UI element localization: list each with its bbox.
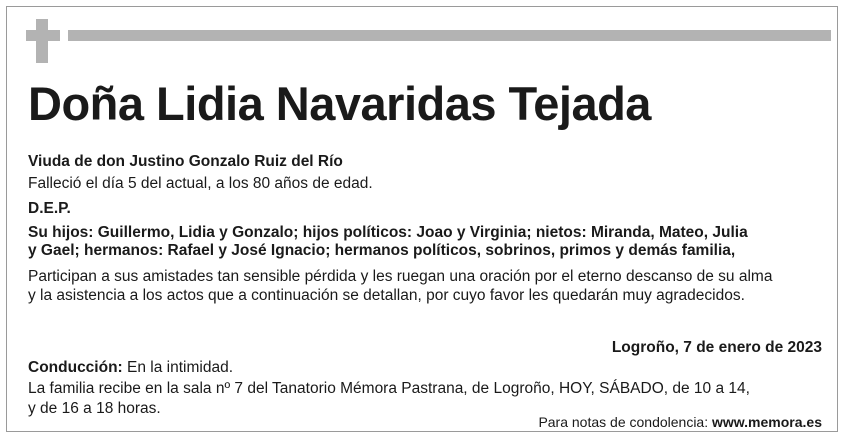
- conduccion-line: [28, 359, 233, 377]
- rip-line: D.E.P.: [28, 200, 71, 217]
- wake-line-1: La familia recibe en la sala nº 7 del Tanatorio Mémora Pastrana, de Logroño, HOY, SÁBADO, de 10 a 14,: [28, 380, 750, 397]
- condolence-label: Para notas de condolencia:: [538, 414, 709, 430]
- wake-line-2: y de 16 a 18 horas.: [28, 400, 161, 417]
- conduccion-label: Conducción:: [28, 359, 123, 376]
- place-date: Logroño, 7 de enero de 2023: [611, 339, 822, 356]
- header-rule: [68, 30, 831, 41]
- condolence-site-link[interactable]: www.memora.es: [712, 414, 822, 430]
- family-line-1: Su hijos: Guillermo, Lidia y Gonzalo; hijos políticos: Joao y Virginia; nietos: Miranda, Mateo, Julia: [28, 224, 748, 241]
- condolence-line: [538, 413, 822, 431]
- widow-of-line: Viuda de don Justino Gonzalo Ruiz del Río: [28, 153, 343, 170]
- cross-icon-arm: [26, 30, 60, 41]
- conduccion-value: En la intimidad.: [127, 359, 234, 376]
- deceased-name: Doña Lidia Navaridas Tejada: [28, 77, 651, 130]
- request-line-2: y la asistencia a los actos que a continuación se detallan, por cuyo favor les quedarán muy agradecidos.: [28, 287, 745, 304]
- death-line: Falleció el día 5 del actual, a los 80 años de edad.: [28, 175, 373, 192]
- family-line-2: y Gael; hermanos: Rafael y José Ignacio; hermanos políticos, sobrinos, primos y demás familia,: [28, 242, 736, 259]
- request-line-1: Participan a sus amistades tan sensible pérdida y les ruegan una oración por el eterno descanso de su alma: [28, 268, 773, 285]
- cross-icon: [36, 19, 48, 63]
